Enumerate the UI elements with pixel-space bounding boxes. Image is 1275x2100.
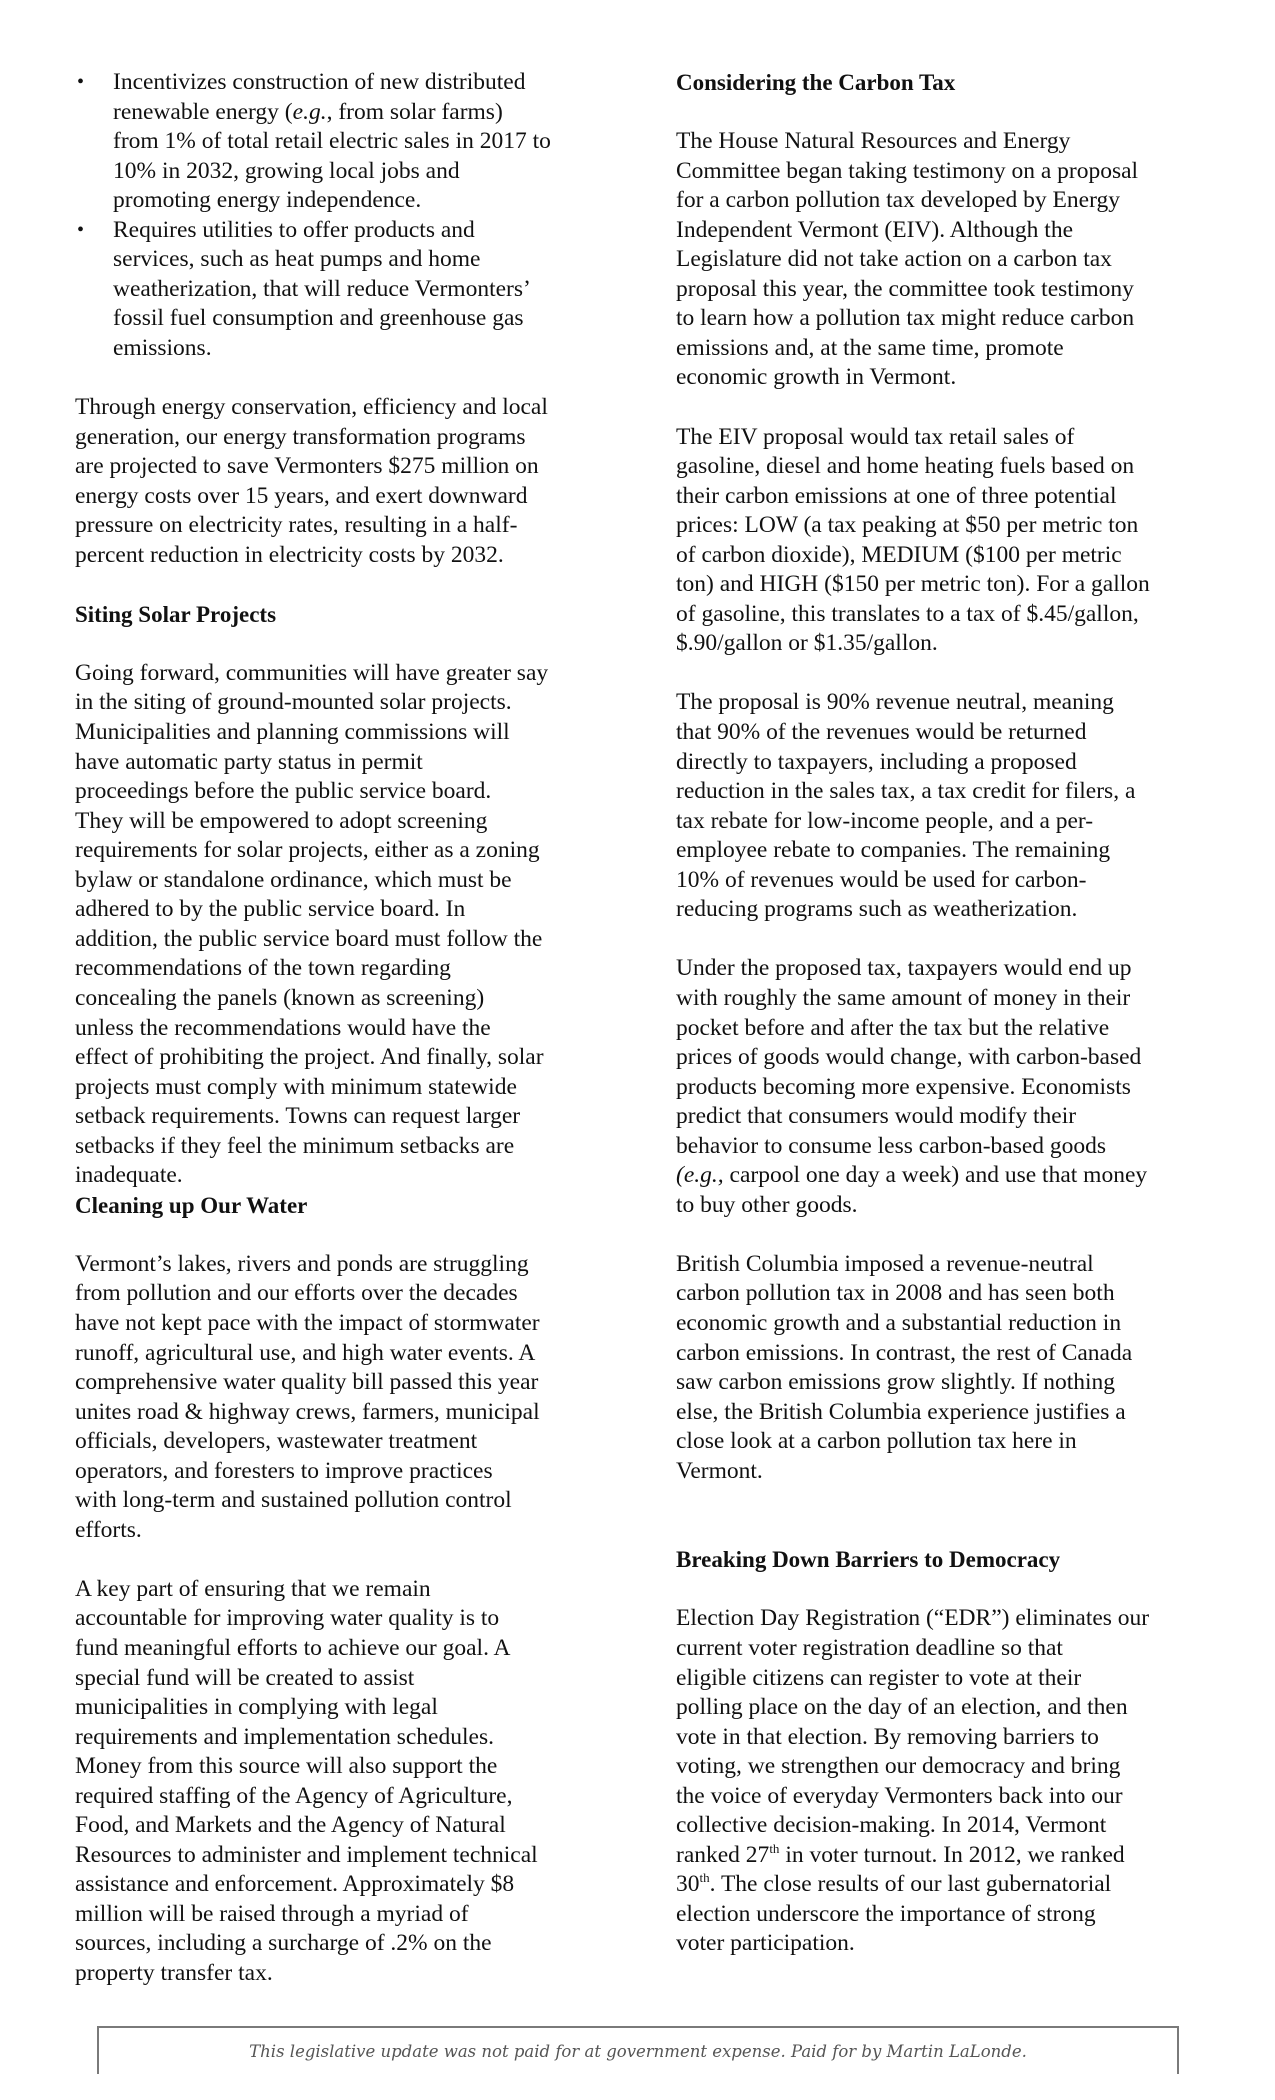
text-line: The EIV proposal would tax retail sales of — [676, 423, 1075, 450]
superscript: th — [699, 1870, 710, 1886]
text-line: concealing the panels (known as screening) — [75, 984, 485, 1011]
text-line: Requires utilities to offer products and — [113, 216, 475, 243]
text-line: Food, and Markets and the Agency of Natural — [75, 1812, 506, 1839]
text-line: reducing programs such as weatherization. — [676, 896, 1078, 923]
text-line: Committee began taking testimony on a proposal — [676, 157, 1139, 184]
text-line: accountable for improving water quality is to — [75, 1605, 500, 1632]
carbon-paragraph-2 — [676, 423, 1236, 659]
text-line: have not kept pace with the impact of stormwater — [75, 1309, 540, 1336]
bullet-icon: • — [77, 71, 85, 93]
text-line: renewable energy (e.g., from solar farms) — [113, 98, 503, 125]
text-line: generation, our energy transformation programs — [75, 423, 526, 450]
text-line: from pollution and our efforts over the decades — [75, 1280, 518, 1307]
italic-text: (e.g., — [676, 1162, 724, 1189]
text-line: They will be empowered to adopt screening — [75, 807, 488, 834]
text-line: required staffing of the Agency of Agriculture, — [75, 1782, 513, 1809]
text-line: saw carbon emissions grow slightly. If nothing — [676, 1369, 1116, 1396]
carbon-paragraph-1 — [676, 127, 1236, 393]
text-line: inadequate. — [75, 1162, 183, 1189]
superscript: th — [769, 1840, 780, 1856]
bullet-text — [113, 68, 635, 216]
text-line: economic growth in Vermont. — [676, 364, 957, 391]
text-line: requirements and implementation schedules. — [75, 1723, 494, 1750]
text-line: officials, developers, wastewater treatment — [75, 1428, 478, 1455]
text-line: Money from this source will also support the — [75, 1753, 498, 1780]
text-line: 30th. The close results of our last gubernatorial — [676, 1870, 1112, 1898]
text-line: Election Day Registration (“EDR”) eliminates our — [676, 1605, 1150, 1632]
text-line: behavior to consume less carbon-based goods — [676, 1132, 1107, 1159]
text-line: to learn how a pollution tax might reduce carbon — [676, 305, 1135, 332]
text-line: emissions. — [113, 334, 212, 361]
text-line: prices of goods would change, with carbon-based — [676, 1044, 1142, 1071]
text-line: unites road & highway crews, farmers, municipal — [75, 1398, 540, 1425]
text-line: prices: LOW (a tax peaking at $50 per metric ton — [676, 512, 1139, 539]
text-line: projects must comply with minimum statewide — [75, 1073, 517, 1100]
text-line: Independent Vermont (EIV). Although the — [676, 216, 1074, 243]
text-line: setbacks if they feel the minimum setbacks are — [75, 1132, 515, 1159]
text-line: fossil fuel consumption and greenhouse gas — [113, 305, 524, 332]
text-line: of gasoline, this translates to a tax of $.45/gallon, — [676, 600, 1139, 627]
text-line: services, such as heat pumps and home — [113, 246, 481, 273]
footer-disclaimer: This legislative update was not paid for at government expense. Paid for by Martin LaLonde. — [249, 2042, 1027, 2061]
text-line: municipalities in complying with legal — [75, 1694, 438, 1721]
text-line: operators, and foresters to improve practices — [75, 1457, 493, 1484]
text-line: weatherization, that will reduce Vermonters’ — [113, 275, 531, 302]
text-line: Municipalities and planning commissions will — [75, 719, 510, 746]
section-heading-siting-solar: Siting Solar Projects — [75, 601, 277, 627]
text-line: emissions and, at the same time, promote — [676, 334, 1064, 361]
text-line: Vermont’s lakes, rivers and ponds are struggling — [75, 1250, 529, 1277]
bullet-icon: • — [77, 218, 85, 241]
text-line: addition, the public service board must follow the — [75, 925, 543, 952]
text-line: $.90/gallon or $1.35/gallon. — [676, 630, 938, 657]
bullet-item-utility-products — [75, 216, 635, 364]
text-line: carbon emissions. In contrast, the rest of Canada — [676, 1339, 1133, 1366]
text-line: of carbon dioxide), MEDIUM ($100 per metric — [676, 541, 1122, 568]
text-line: in the siting of ground-mounted solar projects. — [75, 689, 512, 716]
text-line: close look at a carbon pollution tax here in — [676, 1428, 1077, 1455]
text-line: energy costs over 15 years, and exert downward — [75, 482, 528, 509]
text-line: bylaw or standalone ordinance, which must be — [75, 866, 512, 893]
text-line: gasoline, diesel and home heating fuels based on — [676, 453, 1135, 480]
carbon-paragraph-5 — [676, 1250, 1236, 1486]
text-line: unless the recommendations would have the — [75, 1014, 491, 1041]
text-line: A key part of ensuring that we remain — [75, 1575, 431, 1602]
bullet-text — [113, 216, 635, 364]
energy-savings-paragraph — [75, 393, 635, 570]
text-line: property transfer tax. — [75, 1960, 273, 1986]
bullet-item-distributed-renewables — [75, 68, 635, 216]
text-line: with roughly the same amount of money in their — [676, 984, 1131, 1011]
text-line: Incentivizes construction of new distributed — [113, 69, 526, 95]
text-line: ranked 27th in voter turnout. In 2012, we ranked — [676, 1840, 1125, 1868]
text-line: the voice of everyday Vermonters back into our — [676, 1782, 1123, 1809]
text-line: sources, including a surcharge of .2% on the — [75, 1930, 492, 1957]
text-line: effect of prohibiting the project. And finally, solar — [75, 1044, 544, 1071]
text-line: promoting energy independence. — [113, 187, 422, 214]
footer-disclaimer-box — [97, 2026, 1179, 2074]
italic-text: e.g. — [292, 98, 327, 125]
section-heading-carbon-tax: Considering the Carbon Tax — [676, 70, 956, 95]
text-line: else, the British Columbia experience justifies a — [676, 1398, 1126, 1425]
text-line: predict that consumers would modify their — [676, 1103, 1077, 1130]
text-line: with long-term and sustained pollution control — [75, 1487, 512, 1514]
text-line: that 90% of the revenues would be returned — [676, 719, 1087, 746]
text-line: runoff, agricultural use, and high water events. A — [75, 1339, 536, 1366]
water-paragraph-2 — [75, 1575, 635, 1989]
text-line: economic growth and a substantial reduction in — [676, 1309, 1122, 1336]
text-line: Vermont. — [676, 1457, 763, 1484]
text-line: voter participation. — [676, 1930, 855, 1957]
text-line: current voter registration deadline so that — [676, 1634, 1063, 1661]
text-line: (e.g., carpool one day a week) and use that money — [676, 1162, 1148, 1189]
text-line: directly to taxpayers, including a proposed — [676, 748, 1077, 775]
text-line: carbon pollution tax in 2008 and has seen both — [676, 1280, 1115, 1307]
text-line: Resources to administer and implement technical — [75, 1841, 538, 1868]
text-line: collective decision-making. In 2014, Vermont — [676, 1812, 1107, 1839]
text-line: to buy other goods. — [676, 1191, 858, 1218]
text-line: assistance and enforcement. Approximately $8 — [75, 1871, 515, 1898]
text-line: 10% of revenues would be used for carbon- — [676, 866, 1087, 893]
text-line: employee rebate to companies. The remaining — [676, 837, 1111, 864]
section-heading-cleaning-water: Cleaning up Our Water — [75, 1192, 308, 1218]
text-line: special fund will be created to assist — [75, 1664, 415, 1691]
text-line: proposal this year, the committee took testimony — [676, 275, 1134, 302]
text-line: efforts. — [75, 1516, 142, 1543]
democracy-paragraph — [676, 1604, 1236, 1959]
text-line: are projected to save Vermonters $275 million on — [75, 453, 539, 480]
text-line: 10% in 2032, growing local jobs and — [113, 157, 460, 184]
text-line: comprehensive water quality bill passed this year — [75, 1369, 539, 1396]
text-line: Legislature did not take action on a carbon tax — [676, 246, 1112, 273]
text-line: ton) and HIGH ($150 per metric ton). For a gallon — [676, 571, 1150, 598]
text-line: Through energy conservation, efficiency and local — [75, 394, 548, 421]
text-line: for a carbon pollution tax developed by Energy — [676, 187, 1120, 214]
text-line: pressure on electricity rates, resulting in a half- — [75, 512, 518, 539]
text-line: voting, we strengthen our democracy and bring — [676, 1753, 1121, 1780]
text-line: Under the proposed tax, taxpayers would end up — [676, 955, 1132, 982]
text-line: The House Natural Resources and Energy — [676, 128, 1071, 155]
text-line: British Columbia imposed a revenue-neutral — [676, 1250, 1094, 1277]
water-paragraph-1 — [75, 1250, 635, 1545]
text-line: percent reduction in electricity costs by 2032. — [75, 541, 504, 568]
text-line: eligible citizens can register to vote at their — [676, 1664, 1082, 1691]
left-column — [75, 68, 635, 1989]
carbon-paragraph-4 — [676, 954, 1236, 1220]
text-line: polling place on the day of an election, and then — [676, 1694, 1128, 1721]
text-line: reduction in the sales tax, a tax credit for filers, a — [676, 778, 1136, 805]
text-line: tax rebate for low-income people, and a per- — [676, 807, 1094, 834]
text-line: from 1% of total retail electric sales in 2017 to — [113, 128, 551, 155]
text-line: setback requirements. Towns can request larger — [75, 1103, 521, 1130]
text-line: million will be raised through a myriad of — [75, 1900, 469, 1927]
solar-paragraph — [75, 659, 635, 1191]
text-line: adhered to by the public service board. In — [75, 896, 466, 923]
text-line: fund meaningful efforts to achieve our goal. A — [75, 1634, 511, 1661]
text-line: requirements for solar projects, either as a zoning — [75, 837, 540, 864]
text-line: The proposal is 90% revenue neutral, meaning — [676, 689, 1114, 716]
section-heading-democracy: Breaking Down Barriers to Democracy — [676, 1547, 1061, 1573]
text-line: have automatic party status in permit — [75, 748, 423, 775]
right-column — [676, 68, 1236, 1959]
carbon-paragraph-3 — [676, 688, 1236, 924]
text-line: recommendations of the town regarding — [75, 955, 451, 982]
text-line: Going forward, communities will have greater say — [75, 659, 549, 686]
text-line: vote in that election. By removing barriers to — [676, 1723, 1099, 1750]
text-line: election underscore the importance of strong — [676, 1900, 1096, 1927]
text-line: proceedings before the public service board. — [75, 778, 492, 805]
text-line: products becoming more expensive. Economists — [676, 1073, 1131, 1100]
text-line: pocket before and after the tax but the relative — [676, 1014, 1110, 1041]
text-line: their carbon emissions at one of three potential — [676, 482, 1117, 509]
